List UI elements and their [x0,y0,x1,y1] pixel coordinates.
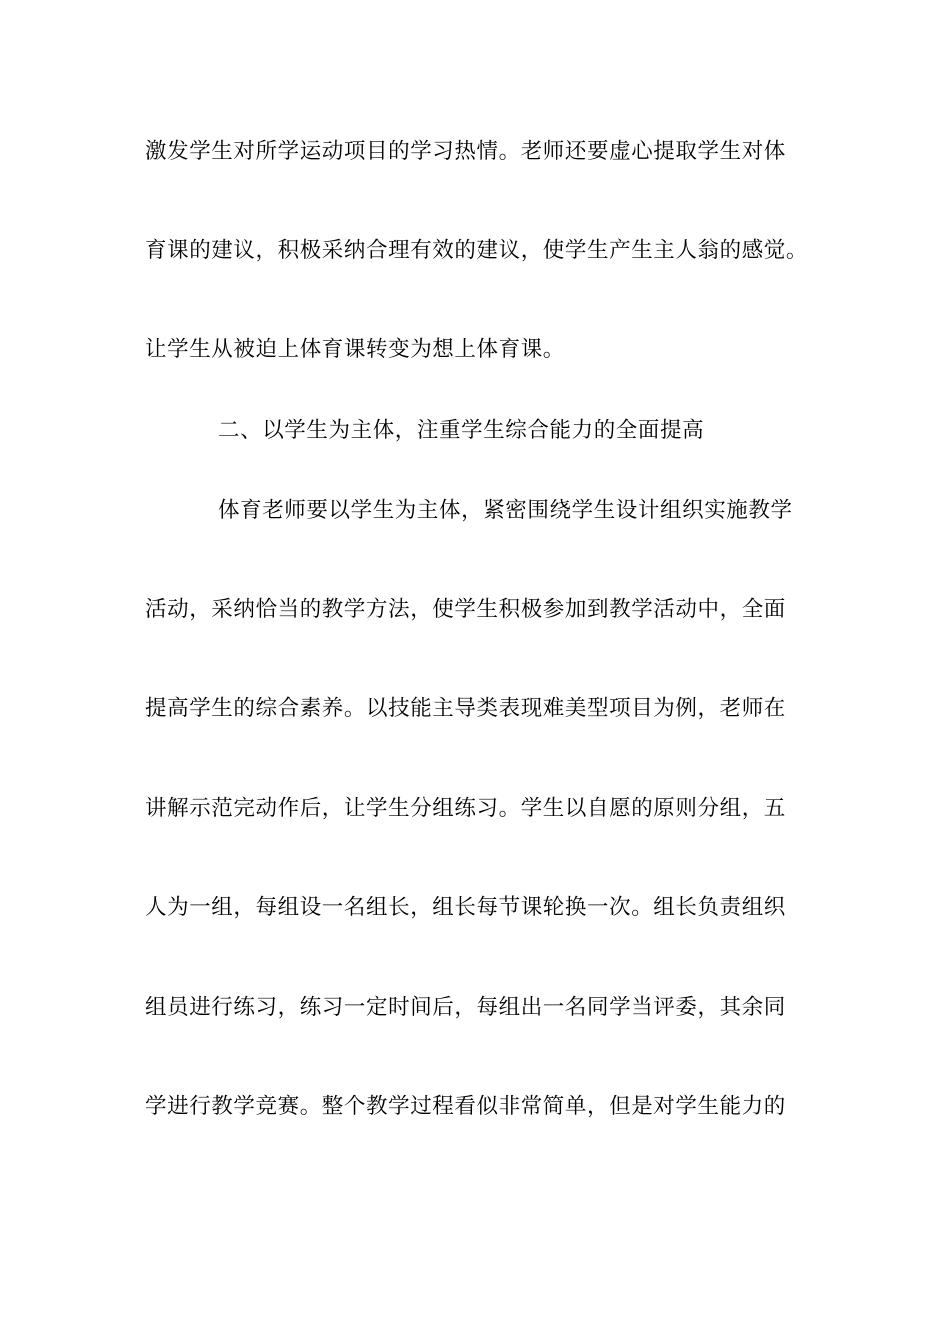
paragraph-line: 体育老师要以学生为主体，紧密围绕学生设计组织实施教学 [218,498,793,523]
paragraph-line: 学进行教学竞赛。整个教学过程看似非常简单，但是对学生能力的 [145,1094,786,1119]
paragraph-line: 组员进行练习，练习一定时间后，每组出一名同学当评委，其余同 [145,995,786,1020]
section-heading: 二、以学生为主体，注重学生综合能力的全面提高 [218,418,705,443]
paragraph-line: 人为一组，每组设一名组长，组长每节课轮换一次。组长负责组织 [145,895,786,920]
paragraph-line: 激发学生对所学运动项目的学习热情。老师还要虚心提取学生对体 [145,139,786,164]
paragraph-line: 让学生从被迫上体育课转变为想上体育课。 [145,337,565,362]
paragraph-line: 活动，采纳恰当的教学方法，使学生积极参加到教学活动中，全面 [145,597,786,622]
paragraph-line: 讲解示范完动作后，让学生分组练习。学生以自愿的原则分组，五 [145,796,786,821]
paragraph-line: 提高学生的综合素养。以技能主导类表现难美型项目为例，老师在 [145,696,786,721]
paragraph-line: 育课的建议，积极采纳合理有效的建议，使学生产生主人翁的感觉。 [145,238,809,263]
